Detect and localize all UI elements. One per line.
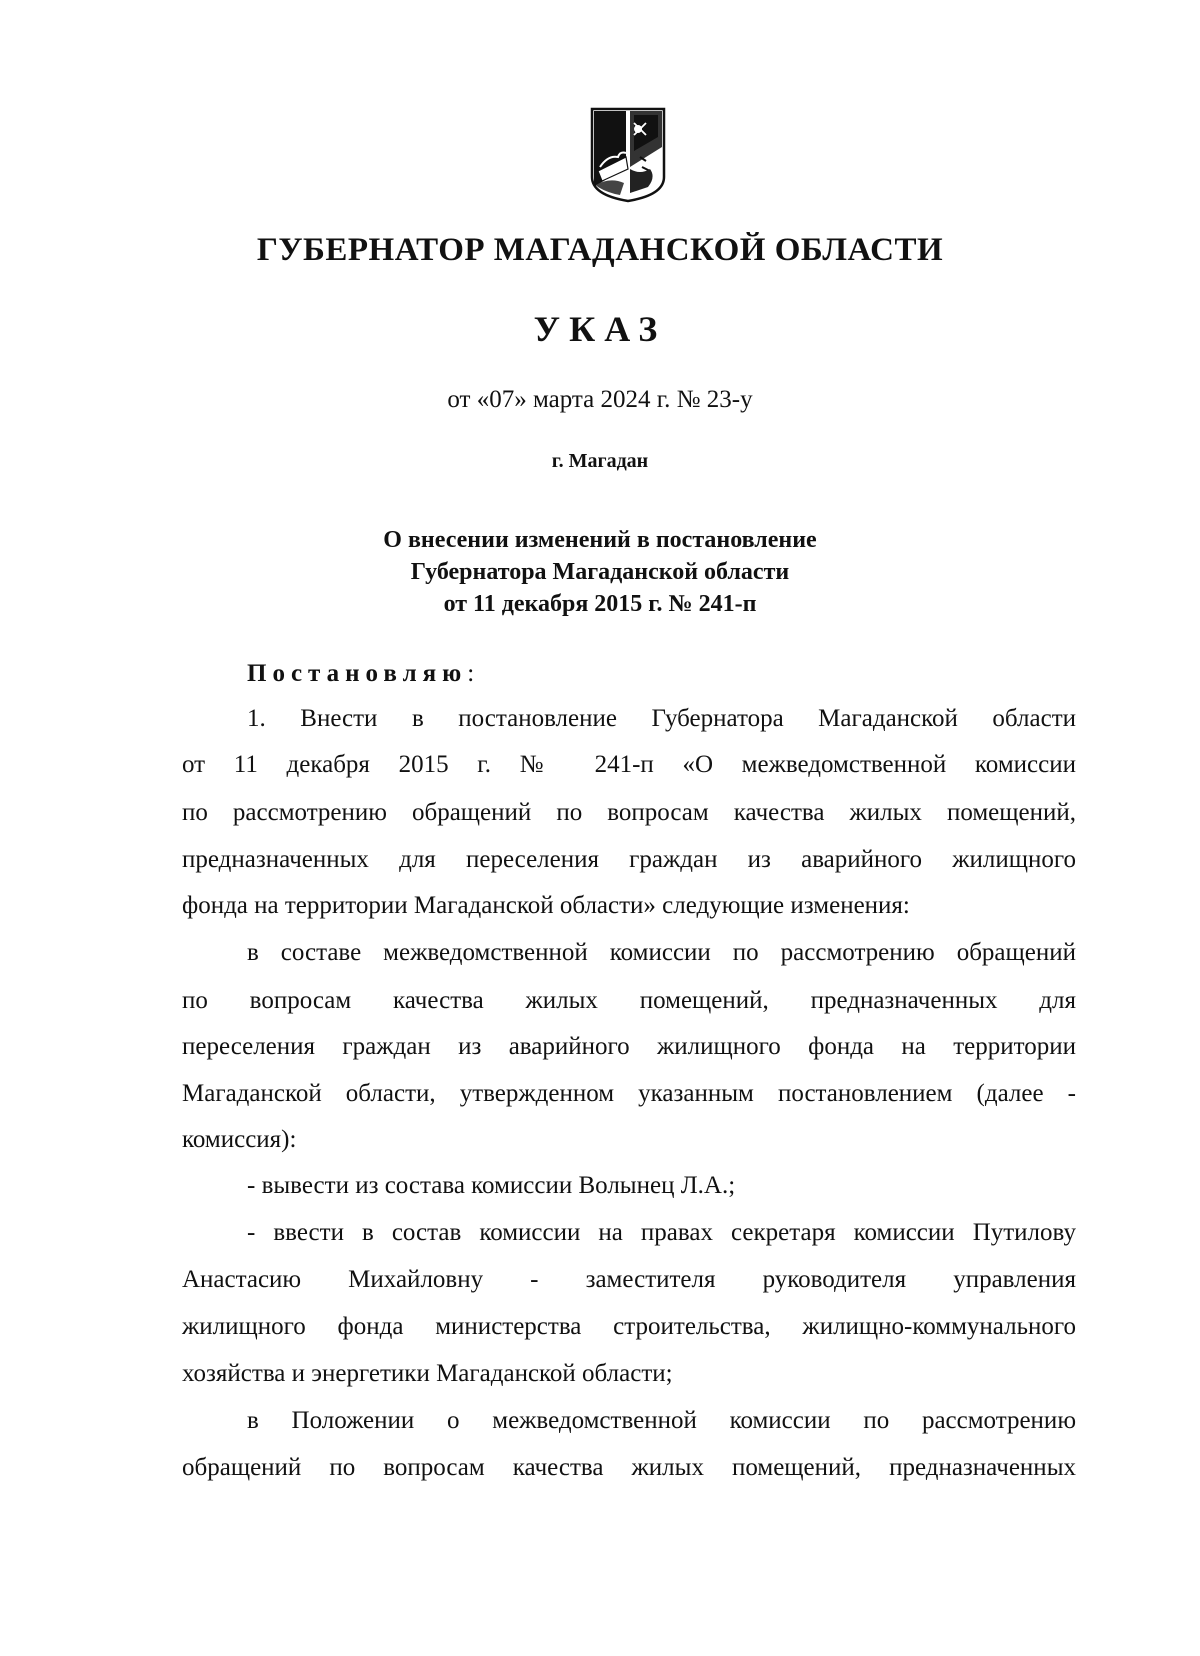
document-date-number: от «07» марта 2024 г. № 23-у bbox=[447, 386, 753, 413]
body-line: в составе межведомственной комиссии по рассмотрению обращений bbox=[247, 939, 1076, 966]
title-line: от 11 декабря 2015 г. № 241-п bbox=[443, 591, 757, 617]
body-line: - ввести в состав комиссии на правах секретаря комиссии Путилову bbox=[247, 1219, 1076, 1246]
issuing-authority: ГУБЕРНАТОР МАГАДАНСКОЙ ОБЛАСТИ bbox=[256, 232, 944, 268]
body-line: комиссия): bbox=[182, 1126, 297, 1153]
body-line: обращений по вопросам качества жилых помещений, предназначенных bbox=[182, 1454, 1076, 1481]
body-line: жилищного фонда министерства строительства, жилищно-коммунального bbox=[182, 1313, 1076, 1340]
body-line: хозяйства и энергетики Магаданской области; bbox=[182, 1360, 673, 1387]
body-line: по рассмотрению обращений по вопросам качества жилых помещений, bbox=[182, 799, 1076, 826]
title-line: О внесении изменений в постановление bbox=[383, 527, 817, 553]
body-line: предназначенных для переселения граждан из аварийного жилищного bbox=[182, 846, 1076, 873]
title-line: Губернатора Магаданской области bbox=[410, 559, 790, 585]
body-line: по вопросам качества жилых помещений, предназначенных для bbox=[182, 987, 1076, 1014]
body-line: переселения граждан из аварийного жилищного фонда на территории bbox=[182, 1033, 1076, 1060]
body-line: от 11 декабря 2015 г. № 241-п «О межведомственной комиссии bbox=[182, 751, 1076, 778]
body-line: в Положении о межведомственной комиссии по рассмотрению bbox=[247, 1407, 1076, 1434]
body-line: Анастасию Михайловну - заместителя руководителя управления bbox=[182, 1266, 1076, 1293]
document-type: УКАЗ bbox=[533, 309, 667, 349]
decree-word: Постановляю bbox=[247, 660, 468, 687]
body-line: Магаданской области, утвержденном указанным постановлением (далее - bbox=[182, 1080, 1076, 1107]
document-title bbox=[0, 524, 1200, 620]
decree-opening bbox=[247, 656, 1076, 692]
body-line: фонда на территории Магаданской области» следующие изменения: bbox=[182, 892, 910, 919]
body-line: - вывести из состава комиссии Волынец Л.А.; bbox=[247, 1172, 736, 1199]
body-line: 1. Внести в постановление Губернатора Магаданской области bbox=[247, 705, 1076, 732]
decree-colon: : bbox=[467, 660, 475, 687]
issue-city: г. Магадан bbox=[551, 450, 649, 472]
coat-of-arms-emblem bbox=[590, 107, 666, 203]
